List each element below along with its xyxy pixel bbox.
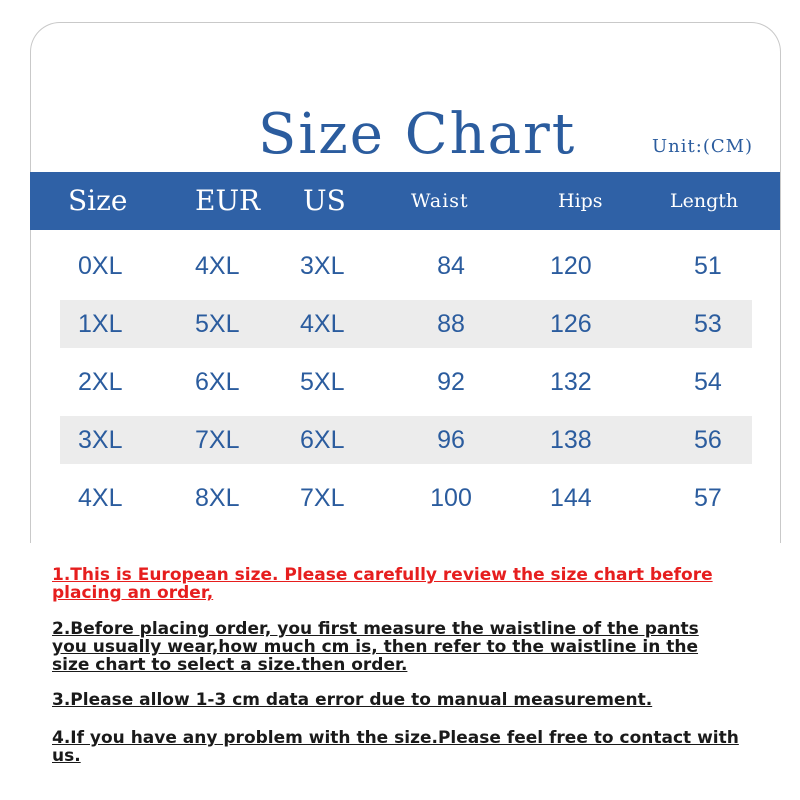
note-contact: 4.If you have any problem with the size.Please feel free to contact with us. <box>52 728 739 766</box>
cell-size: 3XL <box>78 426 123 454</box>
cell-hips: 144 <box>550 484 592 512</box>
cell-eur: 7XL <box>195 426 240 454</box>
header-length: Length <box>670 190 739 212</box>
cell-hips: 138 <box>550 426 592 454</box>
page-title: Size Chart <box>258 102 577 167</box>
header-hips: Hips <box>558 190 603 212</box>
table-row <box>60 358 752 406</box>
cell-eur: 8XL <box>195 484 240 512</box>
cell-eur: 6XL <box>195 368 240 396</box>
unit-label: Unit:(CM) <box>652 136 754 157</box>
cell-waist: 88 <box>437 310 465 338</box>
cell-waist: 92 <box>437 368 465 396</box>
note-european-size: 1.This is European size. Please carefully review the size chart before placing an order, <box>52 565 713 603</box>
cell-us: 6XL <box>300 426 345 454</box>
cell-length: 51 <box>694 252 722 280</box>
cell-eur: 5XL <box>195 310 240 338</box>
cell-hips: 132 <box>550 368 592 396</box>
cell-length: 57 <box>694 484 722 512</box>
header-size: Size <box>68 184 128 217</box>
header-eur: EUR <box>195 184 261 217</box>
header-waist: Waist <box>411 190 469 212</box>
cell-length: 56 <box>694 426 722 454</box>
cell-hips: 120 <box>550 252 592 280</box>
cell-waist: 84 <box>437 252 465 280</box>
cell-length: 53 <box>694 310 722 338</box>
table-row <box>60 416 752 464</box>
cell-size: 1XL <box>78 310 123 338</box>
cell-length: 54 <box>694 368 722 396</box>
table-row <box>60 474 752 522</box>
cell-eur: 4XL <box>195 252 240 280</box>
header-us: US <box>303 184 346 217</box>
note-data-error: 3.Please allow 1-3 cm data error due to manual measurement. <box>52 690 653 710</box>
cell-us: 5XL <box>300 368 345 396</box>
cell-us: 7XL <box>300 484 345 512</box>
table-row <box>60 300 752 348</box>
cell-size: 0XL <box>78 252 123 280</box>
note-measure-waist: 2.Before placing order, you first measure the waistline of the pants you usually wear,how much cm is, then refer to the waistline in the size chart to select a size.then order. <box>52 619 699 675</box>
cell-hips: 126 <box>550 310 592 338</box>
cell-us: 3XL <box>300 252 345 280</box>
cell-size: 2XL <box>78 368 123 396</box>
cell-waist: 96 <box>437 426 465 454</box>
table-header <box>30 172 780 230</box>
cell-size: 4XL <box>78 484 123 512</box>
table-row <box>60 242 752 290</box>
cell-us: 4XL <box>300 310 345 338</box>
cell-waist: 100 <box>430 484 472 512</box>
